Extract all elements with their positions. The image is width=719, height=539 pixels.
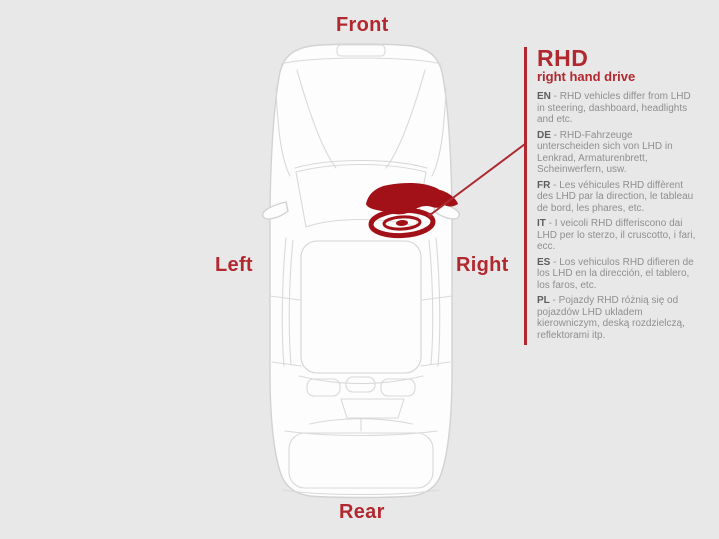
translation-entry-fr: FR - Les véhicules RHD diffèrent des LHD par la direction, le tableau de bord, les phares, etc.	[537, 179, 694, 214]
translation-entry-es: ES - Los vehiculos RHD difieren de los LHD en la dirección, el tablero, los faros, etc.	[537, 256, 694, 291]
translation-entry-en: EN - RHD vehicles differ from LHD in steering, dashboard, headlights and etc.	[537, 91, 691, 125]
translation-entry-de: DE - RHD-Fahrzeuge unterscheiden sich von LHD in Lenkrad, Armaturenbrett, Scheinwerfern, usw.	[537, 129, 673, 175]
translation-entry-pl: PL - Pojazdy RHD różnią się od pojazdów LHD ukladem kierowniczym, deską rozdzielczą, reflektorami itp.	[537, 295, 685, 341]
translation-entry-it: IT - I veicoli RHD differiscono dai LHD per lo sterzo, il cruscotto, i fari, ecc.	[537, 218, 696, 252]
label-right: Right	[456, 254, 509, 276]
panel-title: RHD	[537, 45, 589, 71]
label-front: Front	[336, 14, 389, 36]
label-left: Left	[215, 254, 253, 276]
panel-subtitle: right hand drive	[537, 69, 636, 84]
rhd-info-panel	[524, 47, 709, 345]
label-rear: Rear	[339, 501, 385, 523]
translation-list	[537, 91, 697, 341]
